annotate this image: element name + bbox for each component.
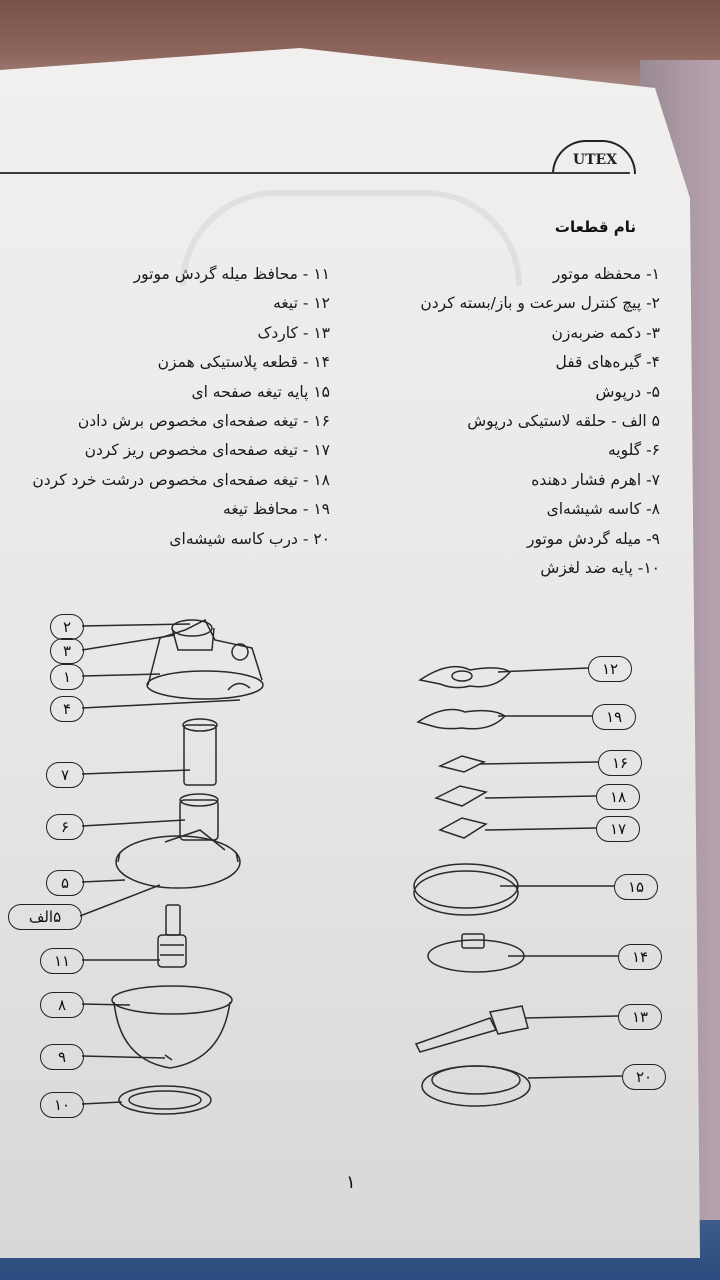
part-item: ۱۸ - تیغه صفحه‌ای مخصوص درشت خرد کردن	[32, 470, 330, 489]
callout-label: ۲۰	[622, 1064, 666, 1090]
callout-label: ۱۱	[40, 948, 84, 974]
part-item: ۸- کاسه شیشه‌ای	[546, 500, 660, 519]
part-item: ۹- میله گردش موتور	[527, 529, 660, 548]
part-item: ۵- درپوش	[595, 382, 660, 401]
part-item: ۱۷ - تیغه صفحه‌ای مخصوص ریز کردن	[84, 441, 330, 460]
callout-label: ۶	[46, 814, 84, 840]
page-number: ۱	[346, 1172, 356, 1193]
callout-label: ۱۹	[592, 704, 636, 730]
part-item: ۱۴ - قطعه پلاستیکی همزن	[157, 353, 330, 372]
callout-label: ۸	[40, 992, 84, 1018]
part-item: ۱- محفظه موتور	[552, 265, 660, 283]
callout-label: ۱۵	[614, 874, 658, 900]
callout-label: ۱۳	[618, 1004, 662, 1030]
part-item: ۱۳ - کاردک	[257, 323, 330, 342]
callout-label: ۱۴	[618, 944, 662, 970]
callout-label: ۵	[46, 870, 84, 896]
callout-label: ۹	[40, 1044, 84, 1070]
callout-label: ۱۰	[40, 1092, 84, 1118]
part-item: ۱۲ - تیغه	[273, 294, 330, 313]
callout-label: ۲	[50, 614, 84, 640]
callout-label: ۱۷	[596, 816, 640, 842]
section-title: نام قطعات	[554, 218, 636, 236]
part-item: ۱۹ - محافظ تیغه	[223, 500, 330, 519]
part-item: ۷- اهرم فشار دهنده	[531, 470, 660, 489]
part-item: ۶- گلویه	[608, 441, 660, 460]
parts-list-left	[32, 260, 330, 554]
callout-label: ۴	[50, 696, 84, 722]
header-rule	[0, 172, 630, 174]
part-item: ۱۶ - تیغه صفحه‌ای مخصوص برش دادن	[77, 411, 330, 430]
part-item: ۵ الف - حلقه لاستیکی درپوش	[467, 411, 660, 430]
callout-label: ۱۲	[588, 656, 632, 682]
part-item: ۲۰ - درب کاسه شیشه‌ای	[169, 529, 330, 548]
callout-label: ۷	[46, 762, 84, 788]
part-item: ۱۵ پایه تیغه صفحه ای	[191, 382, 330, 401]
part-item: ۱۰- پایه ضد لغزش	[540, 558, 660, 577]
brand-logo: UTEX	[572, 152, 618, 168]
callout-label: ۳	[50, 638, 84, 664]
callout-label: ۱۸	[596, 784, 640, 810]
part-item: ۱۱ - محافظ میله گردش موتور	[133, 265, 330, 283]
callout-label: ۱۶	[598, 750, 642, 776]
part-item: ۳- دکمه ضربه‌زن	[551, 323, 660, 342]
part-item: ۲- پیچ کنترل سرعت و باز/بسته کردن	[420, 294, 660, 313]
parts-list-right	[420, 260, 660, 583]
callout-label: ۱	[50, 664, 84, 690]
callout-label: ۵الف	[8, 904, 82, 930]
part-item: ۴- گیره‌های قفل	[555, 353, 660, 372]
